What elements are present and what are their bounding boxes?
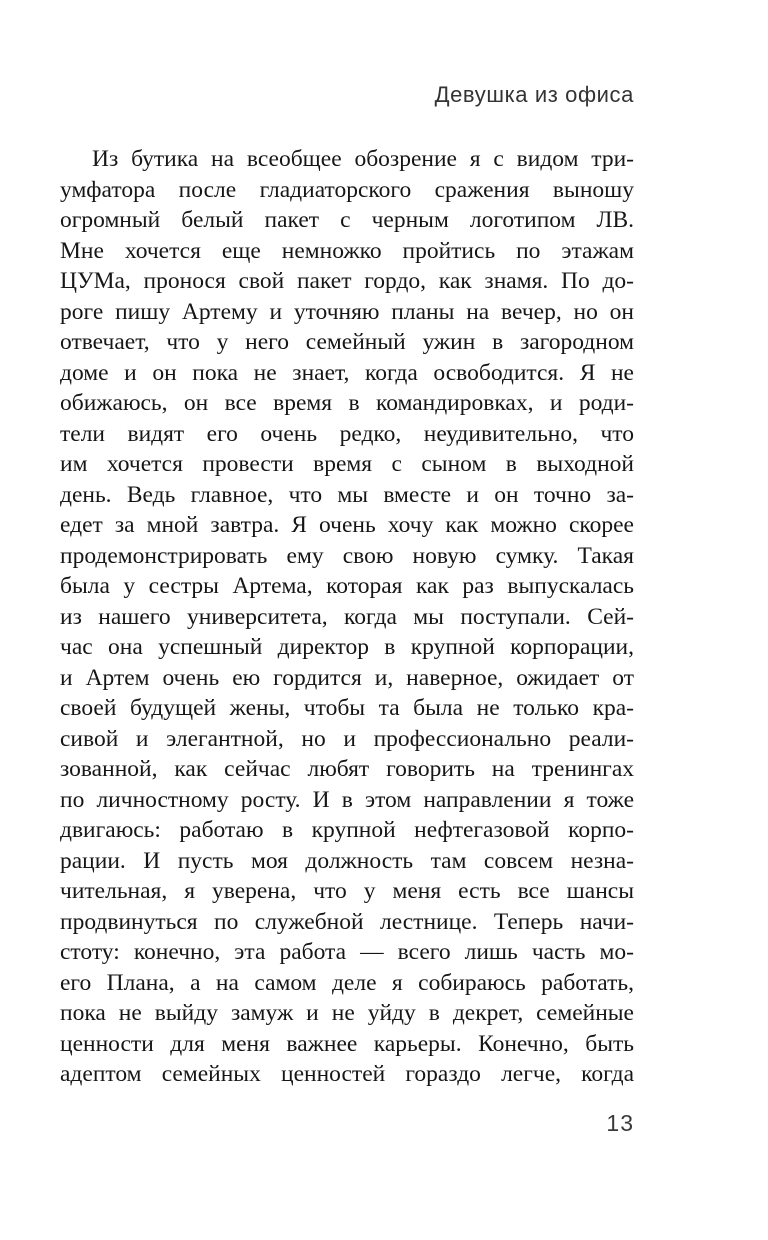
text-line: огромный белый пакет с черным логотипом ЛВ. [60, 207, 634, 233]
text-line: двигаюсь: работаю в крупной нефтегазовой корпо- [60, 817, 634, 843]
text-line: из нашего университета, когда мы поступали. Сей- [60, 603, 634, 630]
text-line: по личностному росту. И в этом направлении я тоже [60, 786, 634, 813]
text-line: день. Ведь главное, что мы вместе и он точно за- [60, 481, 634, 508]
text-line: пока не выйду замуж и не уйду в декрет, семейные [60, 1000, 634, 1026]
text-line: час она успешный директор в крупной корпорации, [60, 634, 634, 660]
text-line: роге пишу Артему и уточняю планы на вечер, но он [60, 298, 634, 325]
text-line: продемонстрировать ему свою новую сумку. Такая [60, 542, 634, 569]
text-line: чительная, я уверена, что у меня есть все шансы [60, 878, 634, 904]
text-line: ценности для меня важнее карьеры. Конечно, быть [60, 1030, 634, 1057]
text-line: была у сестры Артема, которая как раз выпускалась [60, 573, 634, 599]
text-line: отвечает, что у него семейный ужин в загородном [60, 329, 634, 355]
running-head-title: Девушка из офиса [434, 82, 634, 107]
text-line: доме и он пока не знает, когда освободится. Я не [60, 359, 634, 386]
text-line: Из бутика на всеобщее обозрение я с видом три- [92, 146, 634, 172]
text-line: умфатора после гладиаторского сражения выношу [60, 176, 634, 203]
page-number: 13 [606, 1110, 634, 1136]
text-line: сивой и элегантной, но и профессионально реали- [60, 725, 634, 752]
text-line: зованной, как сейчас любят говорить на тренингах [60, 756, 634, 782]
text-line: и Артем очень ею гордится и, наверное, ожидает от [60, 664, 634, 691]
text-line: продвинуться по служебной лестнице. Теперь начи- [60, 908, 634, 935]
text-line: едет за мной завтра. Я очень хочу как можно скорее [60, 512, 634, 538]
text-line: ЦУМа, пронося свой пакет гордо, как знамя. По до- [60, 268, 634, 294]
text-line: стоту: конечно, эта работа — всего лишь часть мо- [60, 939, 634, 965]
text-line: его Плана, а на самом деле я собираюсь работать, [60, 969, 634, 996]
text-line: рации. И пусть моя должность там совсем незна- [60, 847, 634, 874]
text-line: обижаюсь, он все время в командировках, и роди- [60, 390, 634, 416]
text-line: адептом семейных ценностей гораздо легче, когда [60, 1061, 634, 1087]
text-line: Мне хочется еще немножко пройтись по этажам [60, 237, 634, 264]
text-line: своей будущей жены, чтобы та была не только кра- [60, 695, 634, 721]
text-line: им хочется провести время с сыном в выходной [60, 451, 634, 477]
text-line: тели видят его очень редко, неудивительно, что [60, 420, 634, 447]
body-text [60, 144, 634, 1090]
